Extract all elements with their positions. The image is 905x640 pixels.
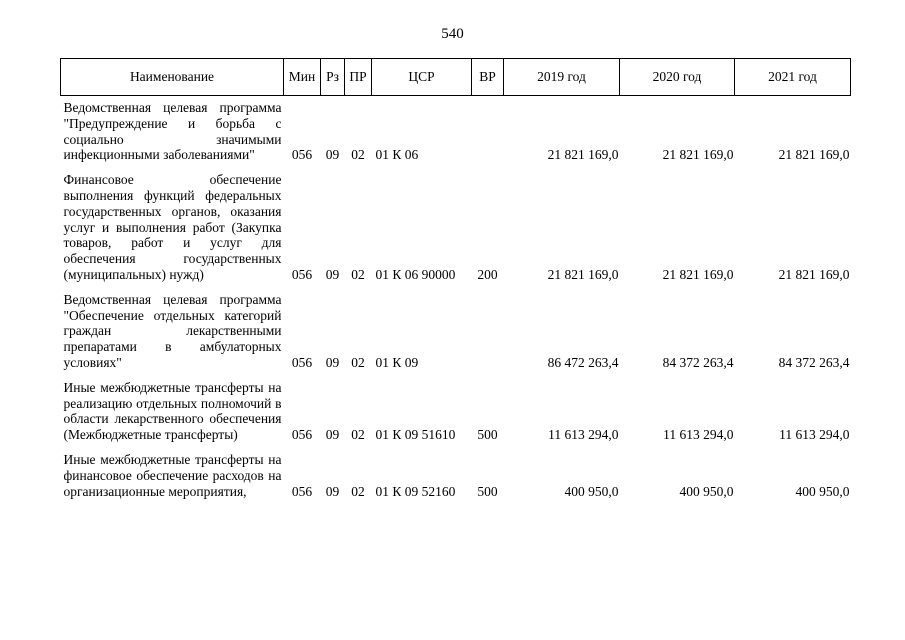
table-row — [61, 452, 851, 508]
row-csr: 01 К 09 — [375, 354, 419, 370]
row-vr — [472, 292, 504, 380]
row-pr: 02 — [351, 427, 365, 443]
row-2020: 21 821 169,0 — [662, 147, 734, 163]
row-name: Иные межбюджетные трансферты на финансовое обеспечение расходов на организационные мероприятия, — [63, 451, 282, 499]
table-row — [61, 292, 851, 380]
row-2019: 400 950,0 — [564, 483, 619, 499]
table-row — [61, 172, 851, 292]
row-csr: 01 К 06 90000 — [375, 266, 456, 282]
row-name: Ведомственная целевая программа "Обеспечение отдельных категорий граждан лекарственными препаратами в амбулаторных условиях" — [63, 291, 282, 370]
row-vr: 500 — [477, 483, 498, 499]
row-rz: 09 — [325, 266, 340, 282]
row-min: 056 — [291, 354, 313, 370]
row-2019: 21 821 169,0 — [547, 147, 619, 163]
row-vr: 500 — [477, 427, 498, 443]
header-vr: ВР — [472, 59, 504, 96]
header-2021: 2021 год — [735, 59, 851, 96]
row-name: Иные межбюджетные трансферты на реализацию отдельных полномочий в области лекарственного обеспечения (Межбюджетные трансферты) — [63, 379, 282, 443]
table-row — [61, 380, 851, 452]
row-2019: 21 821 169,0 — [547, 266, 619, 282]
row-min: 056 — [291, 427, 313, 443]
row-min: 056 — [291, 147, 313, 163]
row-vr — [472, 96, 504, 173]
row-name: Финансовое обеспечение выполнения функций федеральных государственных органов, оказания услуг и выполнения работ (Закупка товаров, работ и услуг для обеспечения государственных (муниципальных) нужд) — [63, 172, 282, 282]
row-csr: 01 К 06 — [375, 147, 419, 163]
header-min: Мин — [284, 59, 321, 96]
row-2020: 21 821 169,0 — [662, 266, 734, 282]
header-2019: 2019 год — [504, 59, 620, 96]
row-csr: 01 К 09 52160 — [375, 483, 456, 499]
table-row — [61, 96, 851, 173]
header-pr: ПР — [345, 59, 372, 96]
row-rz: 09 — [325, 354, 340, 370]
row-pr: 02 — [351, 266, 365, 282]
header-2020: 2020 год — [620, 59, 735, 96]
row-2019: 11 613 294,0 — [548, 427, 619, 443]
row-2019: 86 472 263,4 — [547, 354, 619, 370]
row-2021: 400 950,0 — [795, 483, 850, 499]
row-rz: 09 — [325, 427, 340, 443]
row-2020: 11 613 294,0 — [663, 427, 734, 443]
row-2021: 11 613 294,0 — [779, 427, 850, 443]
row-pr: 02 — [351, 354, 365, 370]
header-csr: ЦСР — [372, 59, 472, 96]
page-number: 540 — [441, 26, 464, 42]
row-min: 056 — [291, 266, 313, 282]
row-pr: 02 — [351, 147, 365, 163]
row-2021: 21 821 169,0 — [778, 147, 850, 163]
budget-table — [60, 58, 851, 508]
row-pr: 02 — [351, 483, 365, 499]
row-min: 056 — [291, 483, 313, 499]
row-csr: 01 К 09 51610 — [375, 427, 456, 443]
row-2020: 400 950,0 — [679, 483, 734, 499]
row-2021: 21 821 169,0 — [778, 266, 850, 282]
header-name: Наименование — [61, 59, 284, 96]
row-rz: 09 — [325, 147, 340, 163]
header-rz: Рз — [321, 59, 345, 96]
row-vr: 200 — [477, 266, 498, 282]
row-rz: 09 — [325, 483, 340, 499]
row-2021: 84 372 263,4 — [778, 354, 850, 370]
table-header-row — [61, 59, 851, 96]
row-name: Ведомственная целевая программа "Предупреждение и борьба с социально значимыми инфекционными заболеваниями" — [63, 100, 282, 163]
row-2020: 84 372 263,4 — [662, 354, 734, 370]
